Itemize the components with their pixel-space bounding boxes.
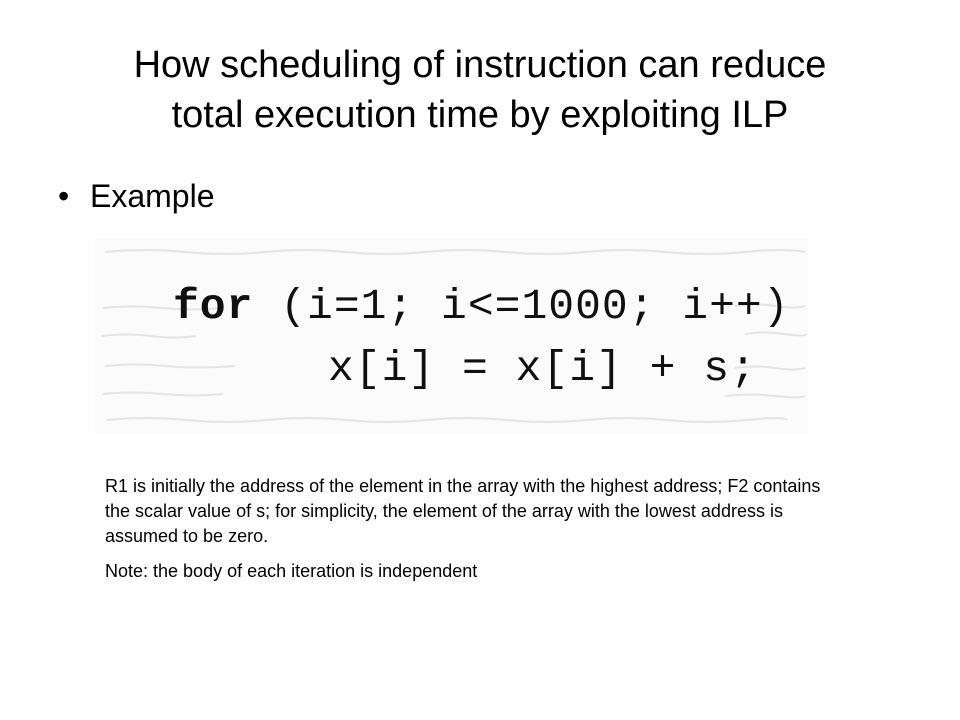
note-paragraph-independence: Note: the body of each iteration is independent: [105, 561, 478, 581]
explanation-note: [105, 474, 845, 594]
code-line-for-loop: [173, 283, 790, 331]
scan-background-texture: [95, 238, 808, 433]
slide-title: [40, 40, 920, 140]
code-keyword-for: for: [173, 282, 254, 331]
code-loop-header: (i=1; i<=1000; i++): [253, 282, 790, 331]
title-line-1: How scheduling of instruction can reduce: [133, 44, 827, 86]
title-line-2: total execution time by exploiting ILP: [171, 94, 789, 136]
bullet-example: [58, 176, 215, 216]
bullet-marker: •: [58, 178, 70, 214]
code-snippet-image: [95, 238, 808, 433]
bullet-label: Example: [90, 178, 215, 214]
note-paragraph-registers: R1 is initially the address of the element in the array with the highest address; F2 contains the scalar value of s; for simplicity, the element of the array with the lowest address is assumed to be zero.: [105, 476, 821, 546]
code-line-loop-body: x[i] = x[i] + s;: [328, 344, 757, 393]
